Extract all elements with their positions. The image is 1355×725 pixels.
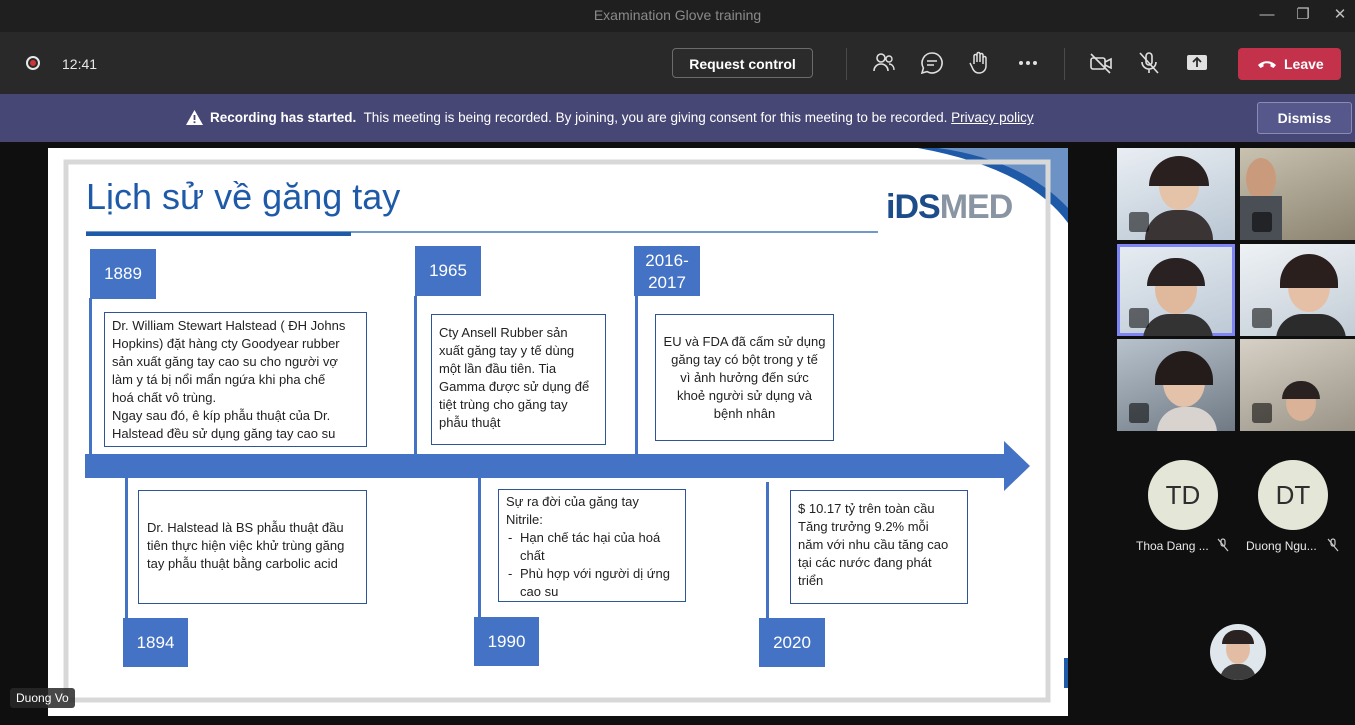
participant-video-tile[interactable] bbox=[1240, 339, 1355, 431]
year-1894: 1894 bbox=[123, 618, 188, 667]
leave-label: Leave bbox=[1284, 56, 1324, 72]
muted-mic-icon bbox=[1129, 308, 1149, 328]
leave-button[interactable] bbox=[1238, 48, 1341, 80]
more-options-icon[interactable] bbox=[1015, 50, 1041, 76]
participant-name-td: Thoa Dang ... bbox=[1136, 539, 1209, 553]
window-title-bar bbox=[0, 0, 1355, 32]
event-1894-note: Dr. Halstead là BS phẫu thuật đầu tiên thực hiện việc khử trùng găng tay phẫu thuật bằng carbolic acid bbox=[138, 490, 367, 604]
muted-mic-icon bbox=[1216, 538, 1230, 552]
microphone-off-icon[interactable] bbox=[1136, 50, 1162, 76]
chat-icon[interactable] bbox=[919, 50, 945, 76]
recording-indicator-icon bbox=[26, 56, 40, 70]
participant-avatar-td[interactable]: TD bbox=[1148, 460, 1218, 530]
participant-video-tile[interactable] bbox=[1117, 148, 1235, 240]
participant-video-tile[interactable] bbox=[1240, 244, 1355, 336]
privacy-policy-link[interactable]: Privacy policy bbox=[951, 110, 1034, 125]
shared-slide bbox=[48, 148, 1068, 716]
year-1965: 1965 bbox=[415, 246, 481, 296]
event-2016-note: EU và FDA đã cấm sử dụng găng tay có bột trong y tế vì ảnh hưởng đến sức khoẻ người sử dụng và bệnh nhân bbox=[655, 314, 834, 441]
participant-name-dt: Duong Ngu... bbox=[1246, 539, 1317, 553]
muted-mic-icon bbox=[1252, 212, 1272, 232]
minimize-icon[interactable]: — bbox=[1259, 6, 1275, 23]
year-1990: 1990 bbox=[474, 617, 539, 666]
year-2020: 2020 bbox=[759, 618, 825, 667]
meeting-toolbar bbox=[0, 32, 1355, 94]
event-1889-note: Dr. William Stewart Halstead ( ĐH Johns Hopkins) đặt hàng cty Goodyear rubber sản xuất găng tay cao su cho người vợ làm y tá bị nổi mẩn ngứa khi pha chế hoá chất vô trùng. Ngay sau đó, ê kíp phẫu thuật của Dr. Halstead đều sử dụng găng tay cao su bbox=[104, 312, 367, 447]
idsmed-logo: iDSMED bbox=[886, 188, 1013, 226]
raise-hand-icon[interactable] bbox=[967, 50, 993, 76]
close-icon[interactable]: ✕ bbox=[1333, 6, 1347, 23]
participant-avatar-dt[interactable]: DT bbox=[1258, 460, 1328, 530]
event-2020-note: $ 10.17 tỷ trên toàn cầu Tăng trưởng 9.2% mỗi năm với nhu cầu tăng cao tại các nước đang phát triển bbox=[790, 490, 968, 604]
recording-consent-text: This meeting is being recorded. By joining, you are giving consent for this meeting to be recorded. bbox=[363, 110, 948, 125]
warning-icon bbox=[186, 110, 203, 125]
slide-title: Lịch sử về găng tay bbox=[86, 176, 401, 217]
recording-message bbox=[210, 110, 1034, 125]
event-1965-note: Cty Ansell Rubber sản xuất găng tay y tế dùng một lần đầu tiên. Tia Gamma được sử dụng để tiệt trùng cho găng tay phẫu thuật bbox=[431, 314, 606, 445]
muted-mic-icon bbox=[1326, 538, 1340, 552]
share-screen-icon[interactable] bbox=[1184, 50, 1210, 76]
participant-video-tile[interactable] bbox=[1240, 148, 1355, 240]
self-avatar[interactable] bbox=[1210, 624, 1266, 680]
muted-mic-icon bbox=[1252, 403, 1272, 423]
participant-video-tile[interactable] bbox=[1117, 339, 1235, 431]
year-2016-2017: 2016- 2017 bbox=[634, 246, 700, 296]
camera-off-icon[interactable] bbox=[1088, 50, 1114, 76]
toolbar-divider bbox=[1064, 48, 1065, 80]
muted-mic-icon bbox=[1129, 403, 1149, 423]
event-1990-note: Sự ra đời của găng tay Nitrile: - Hạn chế tác hại của hoá chất - Phù hợp với người dị ứng cao su bbox=[498, 489, 686, 602]
presenter-name-label: Duong Vo bbox=[10, 688, 75, 708]
toolbar-divider bbox=[846, 48, 847, 80]
year-1889: 1889 bbox=[90, 249, 156, 299]
dismiss-button[interactable]: Dismiss bbox=[1257, 102, 1352, 134]
participant-video-tile-active[interactable] bbox=[1117, 244, 1235, 336]
recording-banner bbox=[0, 94, 1355, 142]
window-title: Examination Glove training bbox=[593, 7, 762, 23]
meeting-timer: 12:41 bbox=[62, 56, 98, 72]
phone-hangup-icon bbox=[1256, 57, 1278, 71]
muted-mic-icon bbox=[1252, 308, 1272, 328]
muted-mic-icon bbox=[1129, 212, 1149, 232]
participants-icon[interactable] bbox=[871, 50, 897, 76]
recording-started-text: Recording has started. bbox=[210, 110, 357, 125]
request-control-button[interactable]: Request control bbox=[672, 48, 813, 78]
maximize-icon[interactable]: ❐ bbox=[1296, 6, 1310, 23]
